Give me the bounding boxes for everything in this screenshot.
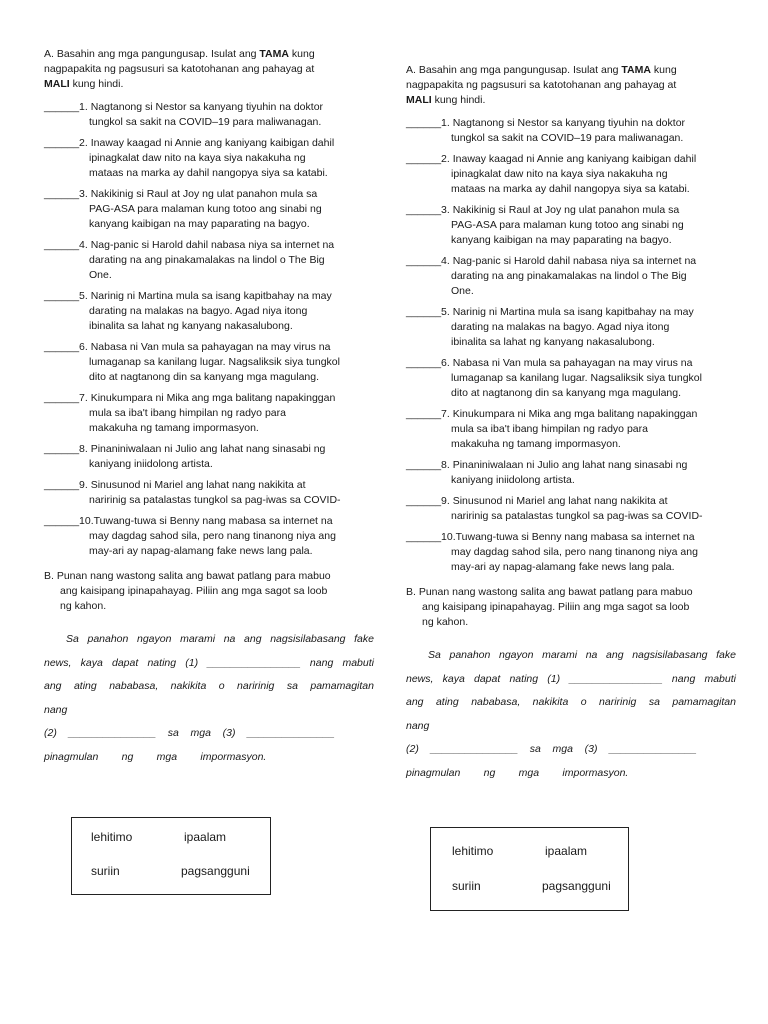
question-text: ibinalita sa lahat ng kanyang nakasalubong. (451, 336, 655, 348)
question-text: tungkol sa sakit na COVID–19 para maliwanagan. (451, 132, 684, 144)
question-text: darating na ang pinakamalakas na lindol o The Big (451, 270, 687, 282)
question-text: dito at nagtanong din sa kanyang mga magulang. (89, 371, 320, 383)
question-text: naririnig sa patalastas tungkol sa pag-iwas sa COVID- (89, 494, 341, 506)
question-text: kaniyang iniidolong artista. (451, 474, 575, 486)
answer-blank[interactable]: ______ (44, 137, 80, 149)
question-text: dito at nagtanong din sa kanyang mga magulang. (451, 387, 682, 399)
question-text: 10.Tuwang-tuwa si Benny nang mabasa sa internet na (441, 531, 695, 543)
question-item (406, 305, 736, 350)
word-choice: suriin (452, 879, 481, 893)
part-a-items (406, 116, 736, 575)
word-choice: lehitimo (91, 830, 133, 844)
question-item (44, 289, 374, 334)
question-text: kanyang kaibigan na may paparating na bagyo. (89, 218, 310, 230)
question-text: darating na malakas na bagyo. Agad niya itong (89, 305, 308, 317)
question-text: 5. Narinig ni Martina mula sa isang kapitbahay na may (441, 306, 694, 318)
instr-keyword-mali: MALI (44, 78, 70, 90)
question-text: 7. Kinukumpara ni Mika ang mga balitang napakinggan (441, 408, 698, 420)
fill-in-paragraph: Sa panahon ngayon marami na ang nagsisilabasang fake news, kaya dapat nating (1) ________________ nang mabuti ang ating nababasa, nakikita o naririnig sa pamamagitan nang (2) _______________ sa mga (3) _______________ pinagmulan ng mga impormasyon. (44, 633, 374, 763)
question-text: One. (89, 269, 112, 281)
question-text: may dagdag sahod sila, pero nang tinanong niya ang (89, 530, 336, 542)
question-text: ipinagkalat daw nito na kaya siya nakakuha ng (89, 152, 306, 164)
question-item (406, 494, 736, 524)
instr-keyword-tama: TAMA (259, 48, 289, 60)
answer-blank[interactable]: ______ (44, 479, 80, 491)
question-item (44, 136, 374, 181)
answer-blank[interactable]: ______ (44, 188, 80, 200)
fill-in-paragraph: Sa panahon ngayon marami na ang nagsisilabasang fake news, kaya dapat nating (1) ________________ nang mabuti ang ating nababasa, nakikita o naririnig sa pamamagitan nang (2) _______________ sa mga (3) _______________ pinagmulan ng mga impormasyon. (406, 649, 736, 779)
question-item (44, 238, 374, 283)
answer-blank[interactable]: ______ (44, 239, 80, 251)
question-item (44, 100, 374, 130)
question-text: mataas na marka ay dahil nangopya siya sa katabi. (89, 167, 328, 179)
question-item (406, 152, 736, 197)
word-choice-box (71, 817, 271, 895)
answer-blank[interactable]: ______ (44, 341, 80, 353)
word-choice: ipaalam (545, 844, 588, 858)
answer-blank[interactable]: ______ (44, 443, 80, 455)
instr-text: kung (288, 48, 315, 60)
question-text: darating na malakas na bagyo. Agad niya itong (451, 321, 670, 333)
question-text: 10.Tuwang-tuwa si Benny nang mabasa sa internet na (79, 515, 333, 527)
question-text: ipinagkalat daw nito na kaya siya nakakuha ng (451, 168, 668, 180)
question-text: kaniyang iniidolong artista. (89, 458, 213, 470)
question-item (406, 407, 736, 452)
question-text: 5. Narinig ni Martina mula sa isang kapitbahay na may (79, 290, 332, 302)
answer-blank[interactable]: ______ (44, 101, 80, 113)
word-choice: pagsangguni (542, 879, 611, 893)
instr-text: kung hindi. (431, 94, 486, 106)
instr-text: A. Basahin ang mga pangungusap. Isulat ang (44, 48, 260, 60)
answer-blank[interactable]: ______ (406, 306, 442, 318)
question-text: mula sa iba't ibang himpilan ng radyo para (89, 407, 286, 419)
instr-text: kung hindi. (69, 78, 124, 90)
question-text: One. (451, 285, 474, 297)
question-text: ibinalita sa lahat ng kanyang nakasalubong. (89, 320, 293, 332)
question-text: makakuha ng tamang impormasyon. (89, 422, 259, 434)
part-b-instructions: B. Punan nang wastong salita ang bawat patlang para mabuo ang kaisipang ipinapahayag. Piliin ang mga sagot sa loob ng kahon. (406, 586, 693, 628)
instr-text: nagpapakita ng pagsusuri sa katotohanan ang pahayag at (406, 79, 677, 91)
question-text: 2. Inaway kaagad ni Annie ang kaniyang kaibigan dahil (79, 137, 335, 149)
question-text: darating na ang pinakamalakas na lindol o The Big (89, 254, 325, 266)
question-text: lumaganap sa kanilang lugar. Nagsaliksik siya tungkol (89, 356, 340, 368)
worksheet-left-column (44, 47, 374, 769)
question-text: PAG-ASA para malaman kung totoo ang sinabi ng (451, 219, 684, 231)
question-text: 3. Nakikinig si Raul at Joy ng ulat panahon mula sa (441, 204, 680, 216)
word-choice-box (430, 827, 629, 911)
question-item (406, 116, 736, 146)
question-text: may-ari ay napag-alamang fake news lang pala. (89, 545, 313, 557)
word-choice: lehitimo (452, 844, 494, 858)
question-text: tungkol sa sakit na COVID–19 para maliwanagan. (89, 116, 322, 128)
question-text: 2. Inaway kaagad ni Annie ang kaniyang kaibigan dahil (441, 153, 697, 165)
answer-blank[interactable]: ______ (406, 255, 442, 267)
answer-blank[interactable]: ______ (44, 515, 80, 527)
question-text: makakuha ng tamang impormasyon. (451, 438, 621, 450)
question-text: PAG-ASA para malaman kung totoo ang sinabi ng (89, 203, 322, 215)
question-item (44, 391, 374, 436)
question-text: 4. Nag-panic si Harold dahil nabasa niya sa internet na (79, 239, 335, 251)
question-text: kanyang kaibigan na may paparating na bagyo. (451, 234, 672, 246)
answer-blank[interactable]: ______ (406, 459, 442, 471)
question-item (44, 442, 374, 472)
word-choice: ipaalam (184, 830, 227, 844)
answer-blank[interactable]: ______ (44, 392, 80, 404)
question-item (406, 356, 736, 401)
question-item (44, 187, 374, 232)
answer-blank[interactable]: ______ (406, 531, 442, 543)
question-item (44, 514, 374, 559)
question-text: lumaganap sa kanilang lugar. Nagsaliksik siya tungkol (451, 372, 702, 384)
worksheet-right-column (406, 63, 736, 785)
answer-blank[interactable]: ______ (406, 495, 442, 507)
question-text: 1. Nagtanong si Nestor sa kanyang tiyuhin na doktor (441, 117, 686, 129)
answer-blank[interactable]: ______ (406, 153, 442, 165)
question-text: 8. Pinaniniwalaan ni Julio ang lahat nang sinasabi ng (441, 459, 688, 471)
question-text: 6. Nabasa ni Van mula sa pahayagan na may virus na (441, 357, 693, 369)
question-text: 4. Nag-panic si Harold dahil nabasa niya sa internet na (441, 255, 697, 267)
question-item (406, 254, 736, 299)
word-choice: suriin (91, 864, 120, 878)
instr-keyword-tama: TAMA (621, 64, 651, 76)
instr-keyword-mali: MALI (406, 94, 432, 106)
part-a-items (44, 100, 374, 559)
question-text: 1. Nagtanong si Nestor sa kanyang tiyuhin na doktor (79, 101, 324, 113)
question-text: 7. Kinukumpara ni Mika ang mga balitang napakinggan (79, 392, 336, 404)
question-text: 9. Sinusunod ni Mariel ang lahat nang nakikita at (79, 479, 306, 491)
answer-blank[interactable]: ______ (406, 117, 442, 129)
instr-text: A. Basahin ang mga pangungusap. Isulat ang (406, 64, 622, 76)
question-text: 8. Pinaniniwalaan ni Julio ang lahat nang sinasabi ng (79, 443, 326, 455)
part-b-instructions: B. Punan nang wastong salita ang bawat patlang para mabuo ang kaisipang ipinapahayag. Piliin ang mga sagot sa loob ng kahon. (44, 570, 331, 612)
answer-blank[interactable]: ______ (406, 408, 442, 420)
question-item (406, 530, 736, 575)
question-item (44, 340, 374, 385)
answer-blank[interactable]: ______ (406, 204, 442, 216)
question-text: naririnig sa patalastas tungkol sa pag-iwas sa COVID- (451, 510, 703, 522)
question-text: mula sa iba't ibang himpilan ng radyo para (451, 423, 648, 435)
question-text: may-ari ay napag-alamang fake news lang pala. (451, 561, 675, 573)
answer-blank[interactable]: ______ (44, 290, 80, 302)
question-item (406, 203, 736, 248)
instr-text: nagpapakita ng pagsusuri sa katotohanan ang pahayag at (44, 63, 315, 75)
part-a-instructions (44, 47, 374, 92)
word-choice: pagsangguni (181, 864, 250, 878)
question-text: may dagdag sahod sila, pero nang tinanong niya ang (451, 546, 698, 558)
part-a-instructions (406, 63, 736, 108)
instr-text: kung (650, 64, 677, 76)
question-text: mataas na marka ay dahil nangopya siya sa katabi. (451, 183, 690, 195)
question-text: 6. Nabasa ni Van mula sa pahayagan na may virus na (79, 341, 331, 353)
question-text: 3. Nakikinig si Raul at Joy ng ulat panahon mula sa (79, 188, 318, 200)
question-item (406, 458, 736, 488)
answer-blank[interactable]: ______ (406, 357, 442, 369)
question-item (44, 478, 374, 508)
question-text: 9. Sinusunod ni Mariel ang lahat nang nakikita at (441, 495, 668, 507)
